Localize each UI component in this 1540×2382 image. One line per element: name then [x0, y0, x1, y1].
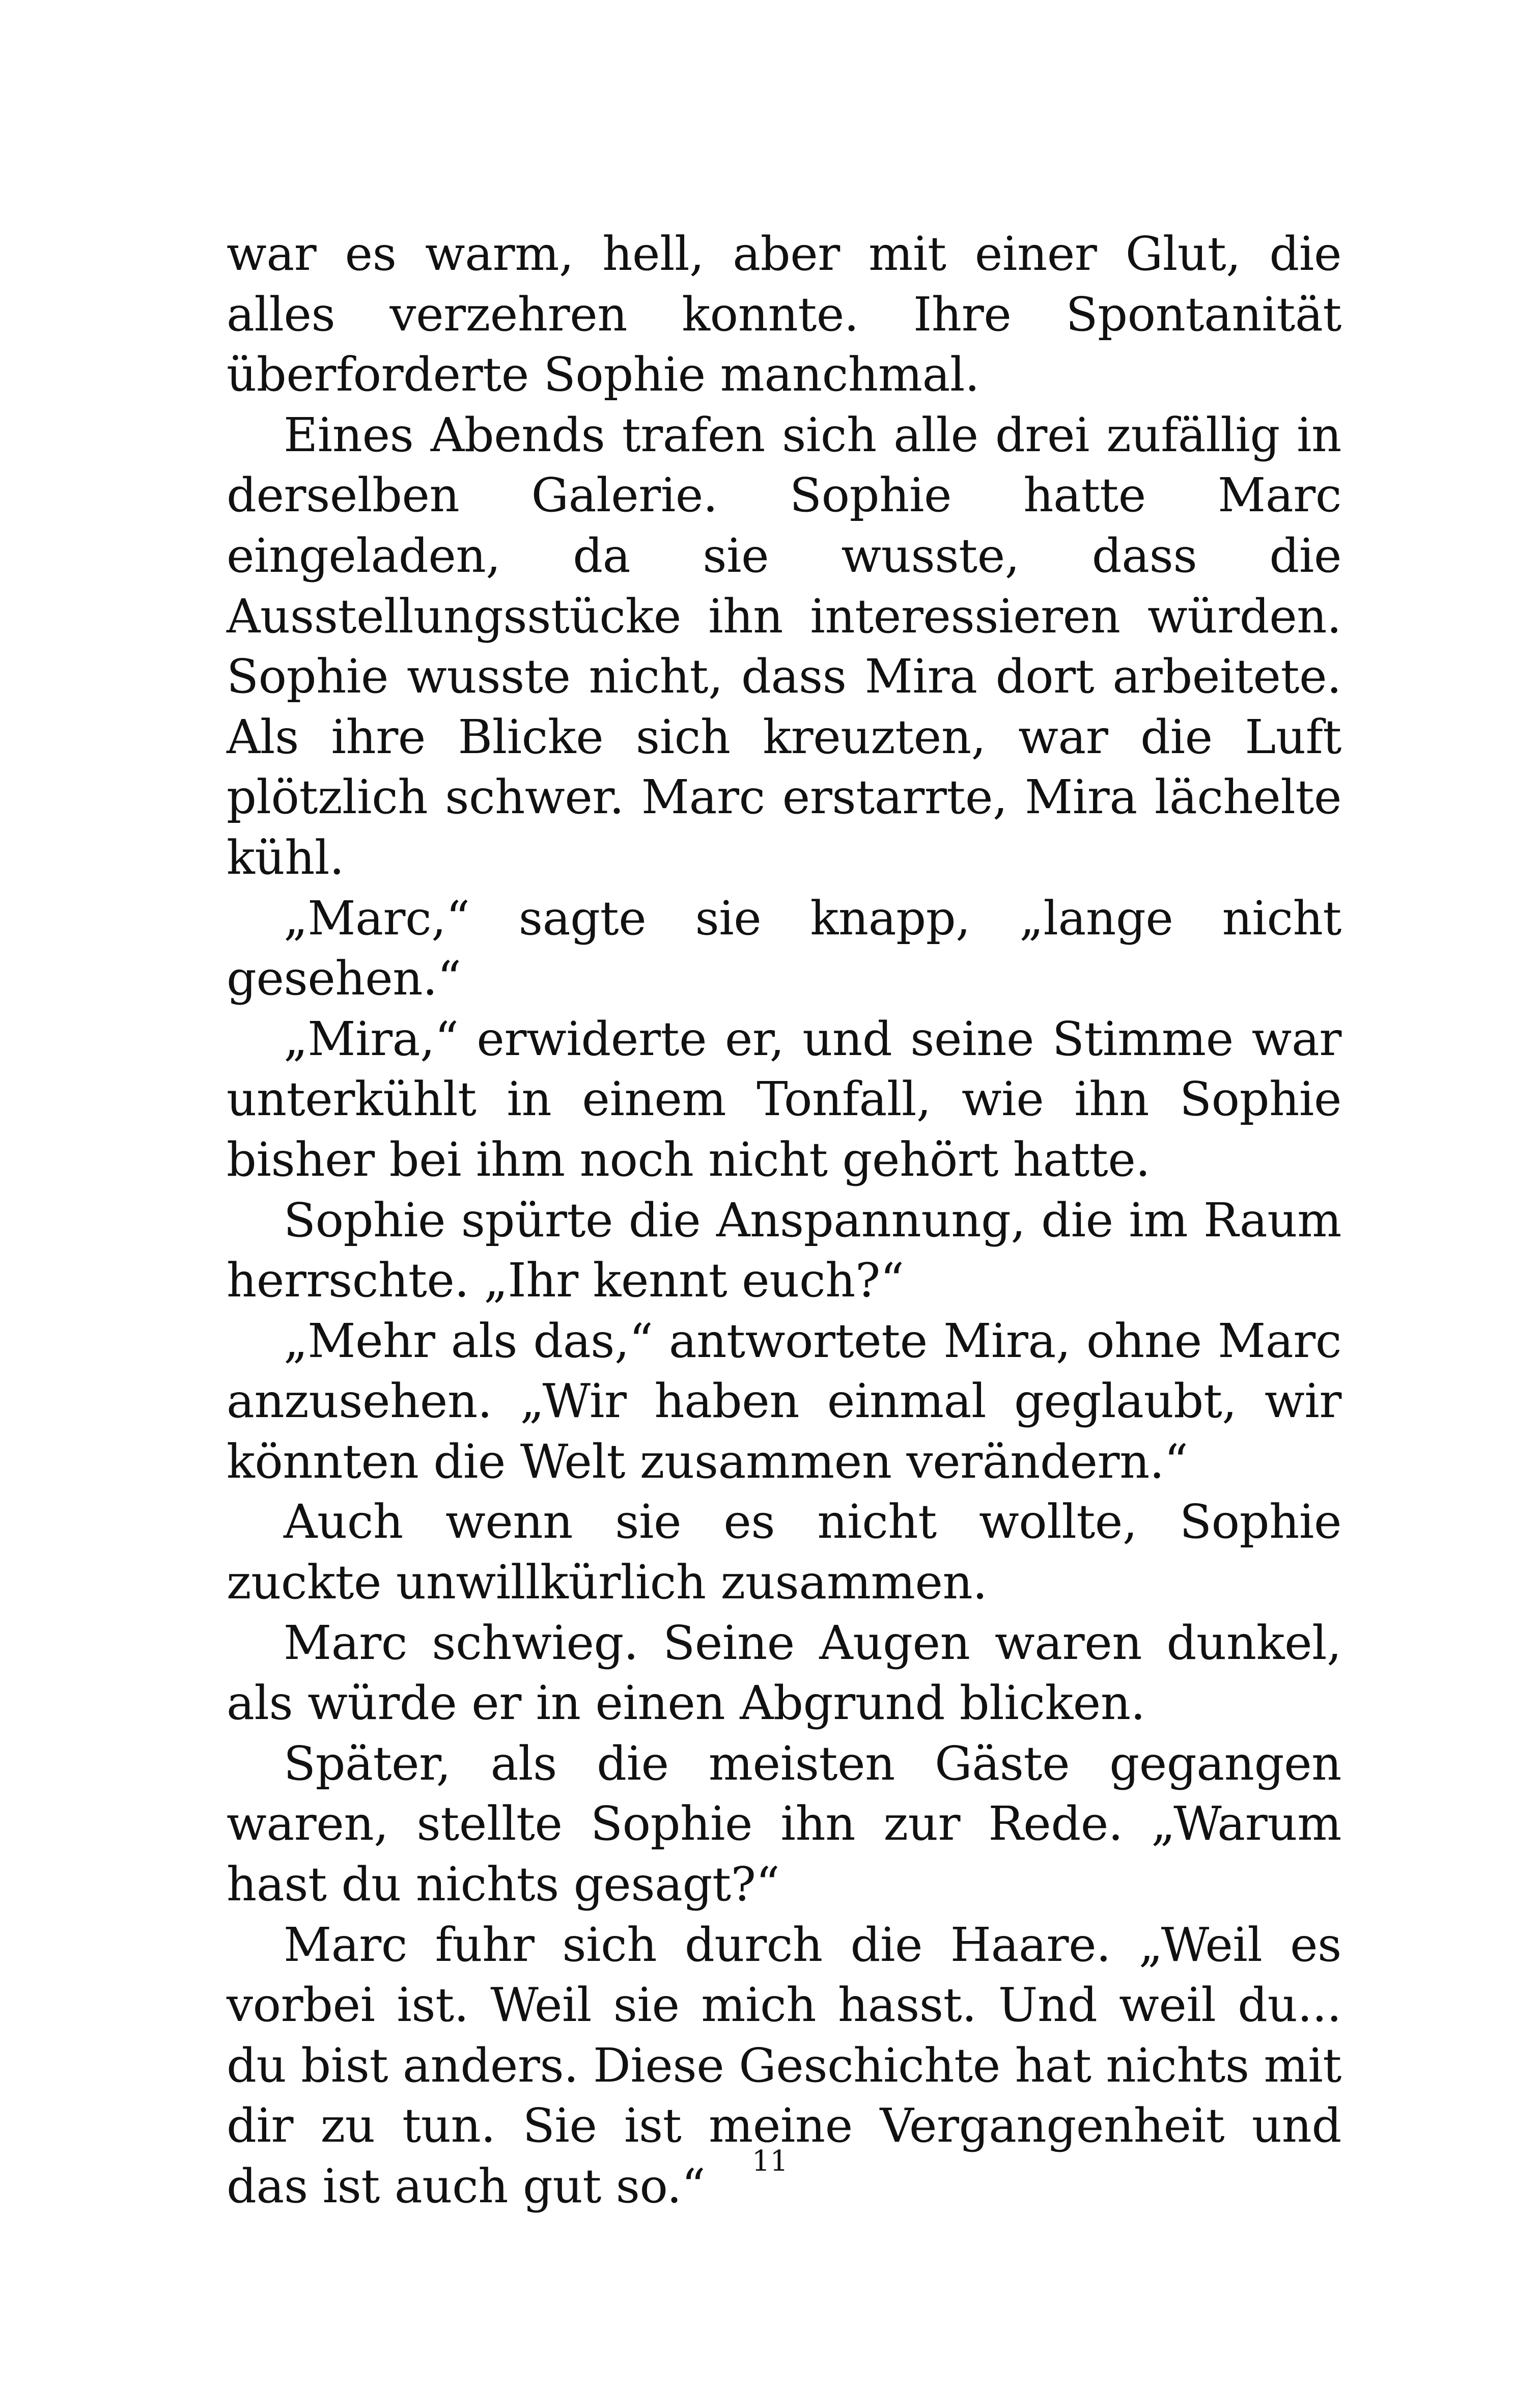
paragraph: Eines Abends trafen sich alle drei zufällig in derselben Galerie. Sophie hatte Marc eingeladen, da sie wusste, dass die Ausstellungsstücke ihn interessieren würden. Sophie wusste nicht, dass Mira dort arbeitete. Als ihre Blicke sich kreuzten, war die Luft plötzlich schwer. Marc erstarrte, Mira lächelte kühl.	[227, 407, 1341, 885]
paragraph: Marc schwieg. Seine Augen waren dunkel, als würde er in einen Abgrund blicken.	[227, 1615, 1341, 1731]
paragraph: „Mehr als das,“ antwortete Mira, ohne Marc anzusehen. „Wir haben einmal geglaubt, wir könnten die Welt zusammen verändern.“	[227, 1313, 1341, 1489]
paragraph: Später, als die meisten Gäste gegangen waren, stellte Sophie ihn zur Rede. „Warum hast du nichts gesagt?“	[227, 1736, 1341, 1912]
paragraph: Auch wenn sie es nicht wollte, Sophie zuckte unwillkürlich zusammen.	[227, 1494, 1341, 1610]
paragraph: „Marc,“ sagte sie knapp, „lange nicht gesehen.“	[227, 891, 1341, 1006]
page-number: 11	[751, 2145, 789, 2178]
paragraph: „Mira,“ erwiderte er, und seine Stimme war unterkühlt in einem Tonfall, wie ihn Sophie bisher bei ihm noch nicht gehört hatte.	[227, 1011, 1341, 1187]
body-text	[227, 224, 1341, 2217]
paragraph-continuation: war es warm, hell, aber mit einer Glut, die alles verzehren konnte. Ihre Spontanität überforderte Sophie manchmal.	[227, 227, 1341, 402]
paragraph: Sophie spürte die Anspannung, die im Raum herrschte. „Ihr kennt euch?“	[227, 1193, 1341, 1308]
paragraph: Marc fuhr sich durch die Haare. „Weil es vorbei ist. Weil sie mich hasst. Und weil du... du bist anders. Diese Geschichte hat nichts mit dir zu tun. Sie ist meine Vergangenheit und das ist auch gut so.“	[227, 1917, 1341, 2213]
